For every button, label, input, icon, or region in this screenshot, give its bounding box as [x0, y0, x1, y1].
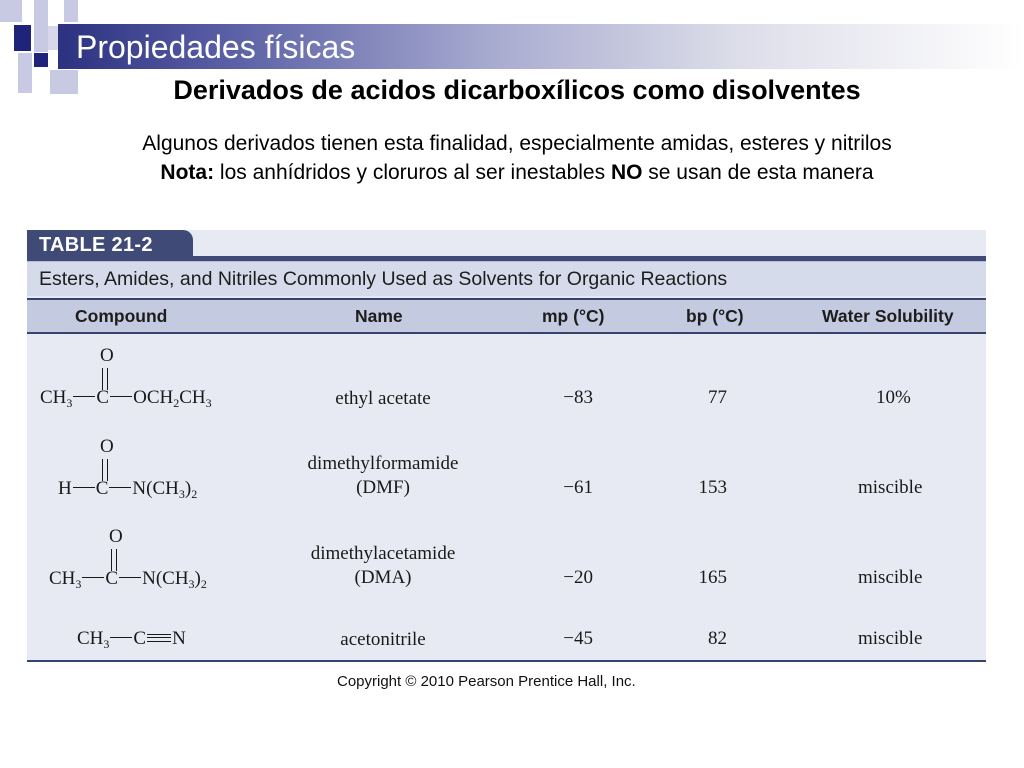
note-label: Nota: — [160, 161, 215, 184]
water-solubility: miscible — [858, 477, 923, 498]
formula-right: ) — [194, 568, 201, 589]
formula-sub: 3 — [205, 396, 212, 410]
single-bond — [73, 487, 95, 488]
compound-name — [283, 542, 483, 590]
table-header-row — [27, 298, 986, 334]
formula-sub: 2 — [173, 396, 180, 410]
formula-left: CH — [77, 628, 104, 649]
formula-left: H — [58, 478, 72, 499]
intro-line: Algunos derivados tienen esta finalidad, especialmente amidas, esteres y nitrilos — [142, 132, 892, 155]
header-compound: Compound — [75, 306, 168, 326]
formula-sub: 3 — [66, 396, 73, 410]
single-bond — [110, 637, 132, 638]
single-bond — [110, 396, 132, 397]
formula-center: C — [95, 478, 109, 499]
formula-line — [58, 478, 197, 500]
header-bp: bp (°C) — [686, 306, 744, 326]
formula-left: CH — [49, 568, 76, 589]
formula-center: C — [105, 568, 119, 589]
compound-name: ethyl acetate — [335, 388, 431, 409]
intro-text — [0, 129, 1024, 187]
header-mp: mp (°C) — [542, 306, 605, 326]
single-bond — [109, 487, 131, 488]
note-line — [0, 158, 1024, 187]
water-solubility: miscible — [858, 567, 923, 588]
formula-sub: 3 — [103, 637, 110, 651]
single-bond — [82, 577, 104, 578]
melting-point: −61 — [563, 477, 593, 498]
formula-sub: 3 — [178, 487, 185, 501]
formula-sub: 3 — [188, 577, 195, 591]
slide-title: Propiedades físicas — [76, 29, 356, 65]
carbonyl-oxygen: O — [100, 345, 114, 366]
formula-left: CH — [40, 387, 67, 408]
formula-sub: 2 — [200, 577, 207, 591]
carbonyl-oxygen: O — [109, 526, 123, 547]
table-number-tag: TABLE 21-2 — [27, 230, 193, 261]
name-abbreviation: (DMF) — [356, 477, 410, 498]
melting-point: −45 — [563, 628, 593, 649]
table-caption: Esters, Amides, and Nitriles Commonly Used as Solvents for Organic Reactions — [27, 261, 986, 296]
formula-right: N(CH — [142, 568, 189, 589]
boiling-point: 165 — [698, 567, 727, 588]
formula-sub: 3 — [75, 577, 82, 591]
compound-name: acetonitrile — [340, 629, 426, 650]
boiling-point: 82 — [708, 628, 727, 649]
triple-bond — [147, 634, 171, 642]
solvent-table — [27, 230, 986, 662]
water-solubility: 10% — [876, 387, 911, 408]
formula-line — [40, 387, 212, 409]
name-abbreviation: (DMA) — [354, 567, 412, 588]
formula-center: C — [96, 387, 110, 408]
single-bond — [119, 577, 141, 578]
copyright-notice: Copyright © 2010 Pearson Prentice Hall, Inc. — [337, 673, 636, 690]
melting-point: −83 — [563, 387, 593, 408]
formula-line — [49, 568, 207, 590]
carbonyl-oxygen: O — [100, 436, 114, 457]
boiling-point: 153 — [698, 477, 727, 498]
formula-center: C — [133, 628, 147, 649]
header-name: Name — [355, 306, 403, 326]
formula-right: N(CH — [132, 478, 179, 499]
formula-right: ) — [184, 478, 192, 499]
formula-sub: 2 — [191, 487, 198, 501]
table-bottom-rule — [27, 660, 986, 662]
boiling-point: 77 — [708, 387, 727, 408]
formula-right: N — [172, 628, 186, 649]
water-solubility: miscible — [858, 628, 923, 649]
compound-name — [283, 452, 483, 500]
name-line: dimethylformamide — [307, 453, 459, 474]
formula-right: OCH — [133, 387, 174, 408]
note-text-end: se usan de esta manera — [642, 161, 874, 184]
compound-structure — [77, 628, 186, 650]
header-water-solubility: Water Solubility — [822, 306, 954, 326]
formula-right: CH — [179, 387, 206, 408]
name-line: dimethylacetamide — [310, 543, 456, 564]
slide-subtitle: Derivados de acidos dicarboxílicos como disolventes — [173, 75, 861, 105]
note-emphasis: NO — [610, 161, 643, 184]
single-bond — [73, 396, 95, 397]
melting-point: −20 — [563, 567, 593, 588]
note-text: los anhídridos y cloruros al ser inestables — [214, 161, 611, 184]
